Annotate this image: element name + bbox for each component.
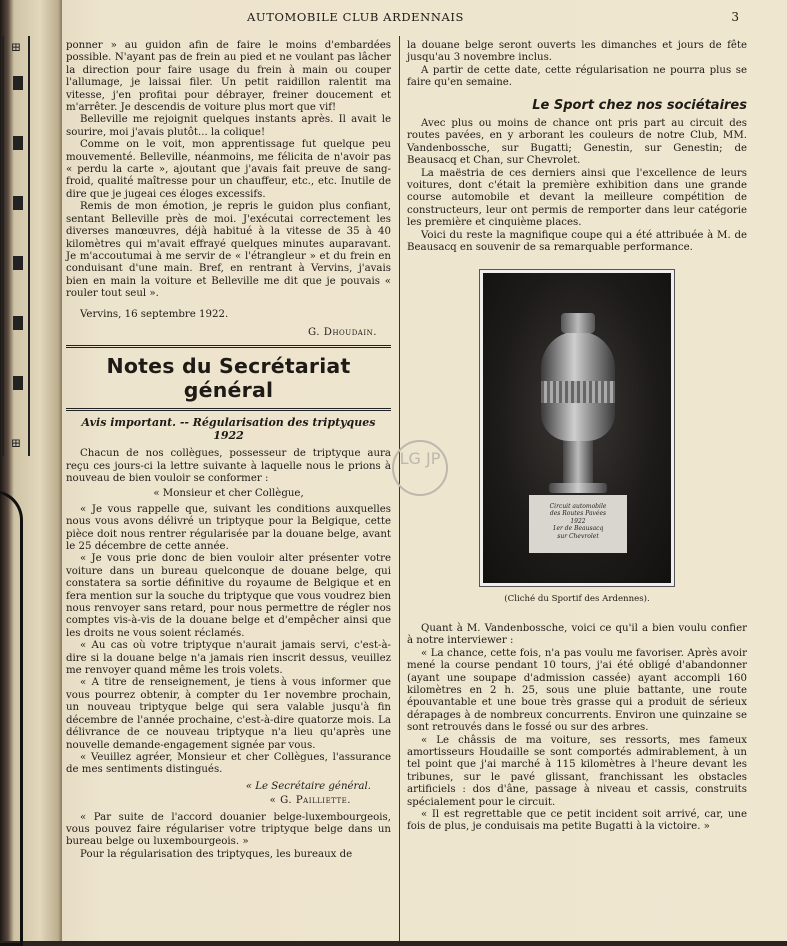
square-ornament-icon bbox=[13, 136, 23, 150]
letter-salutation: « Monsieur et cher Collègue, bbox=[153, 488, 304, 500]
left-column bbox=[66, 40, 391, 861]
sport-section-title: Le Sport chez nos sociétaires bbox=[532, 97, 747, 113]
column-divider bbox=[399, 36, 400, 941]
article-paragraph: Pour la régularisation des triptyques, les bureaux de bbox=[80, 848, 353, 860]
plaque-line: Circuit automobile bbox=[549, 502, 607, 510]
notice-subtitle: Avis important. -- Régularisation des triptyques 1922 bbox=[81, 416, 376, 442]
interview-paragraph: « Le châssis de ma voiture, ses ressorts, mes fameux amortisseurs Houdaille se sont comportés admirablement, à un tel point que j'ai marché à 115 kilomètres à l'heure devant les tribunes, sur le pavé glissant, franchissant les obstacles artificiels : dos d'âne, passage à niveau et cassis, construits spécialement pour le circuit. bbox=[407, 734, 747, 808]
grid-ornament-icon: ⊞ bbox=[10, 40, 22, 54]
trophy-base bbox=[549, 483, 607, 493]
square-ornament-icon bbox=[13, 376, 23, 390]
decorative-arc bbox=[0, 490, 23, 946]
article-paragraph: A partir de cette date, cette régularisation ne pourra plus se faire qu'en semaine. bbox=[407, 64, 747, 89]
signature-role: « Le Secrétaire général. bbox=[245, 780, 371, 792]
square-ornament-icon bbox=[13, 256, 23, 270]
letter-paragraph: « Veuillez agréer, Monsieur et cher Collègues, l'assurance de mes sentiments distingués. bbox=[66, 751, 391, 776]
letter-paragraph: « A titre de renseignement, je tiens à vous informer que vous pourrez obtenir, à compter du 1er novembre prochain, un nouveau triptyque belge qui sera valable jusqu'à fin décembre de l'année prochaine, c'est-à-dire quatorze mois. La délivrance de ce nouveau triptyque n'a lieu qu'après une nouvelle demande-engagement signée par vous. bbox=[66, 677, 391, 751]
article-paragraph: Voici du reste la magnifique coupe qui a été attribuée à M. de Beausacq en souvenir de sa remarquable performance. bbox=[407, 229, 747, 254]
article-paragraph: Comme on le voit, mon apprentissage fut quelque peu mouvementé. Belleville, néanmoins, me félicita de n'avoir pas « perdu la carte », ajoutant que j'avais fait preuve de sang-froid, qualité maîtresse pour un chauffeur, etc., etc. Inutile de dire que je jugeai ces éloges excessifs. bbox=[66, 139, 391, 200]
article-paragraph: Avec plus ou moins de chance ont pris part au circuit des routes pavées, en y arborant les couleurs de notre Club, MM. Vandenbossche, sur Bugatti; Genestin, sur Genestin; de Beausacq et Chan, sur Chevrolet. bbox=[407, 118, 747, 167]
square-ornament-icon bbox=[13, 316, 23, 330]
section-rule bbox=[66, 408, 391, 411]
plaque-line: 1922 bbox=[570, 517, 586, 525]
letter-paragraph: « Au cas où votre triptyque n'aurait jamais servi, c'est-à-dire si la douane belge n'a jamais rien inscrit dessus, veuillez me renvoyer quand même les trois volets. bbox=[66, 640, 391, 677]
trophy-foot bbox=[563, 441, 593, 485]
journal-page bbox=[62, 0, 787, 941]
plaque-line: des Routes Pavées bbox=[549, 510, 607, 517]
page-number: 3 bbox=[731, 10, 739, 24]
letter-paragraph: « Par suite de l'accord douanier belge-luxembourgeois, vous pouvez faire régulariser votre triptyque belge dans un bureau belge ou luxembourgeois. » bbox=[66, 811, 391, 848]
section-rule bbox=[66, 345, 391, 348]
art-deco-border bbox=[2, 36, 30, 456]
section-title: Notes du Secrétariat général bbox=[106, 354, 351, 403]
photo-caption: (Cliché du Sportif des Ardennes). bbox=[504, 593, 650, 604]
article-paragraph: Remis de mon émotion, je repris le guidon plus confiant, sentant Belleville près de moi. J'exécutai correctement les diverses manœuvres, déjà habitué à la vitesse de 35 à 40 kilomètres qui m'avait effrayé quelques minutes auparavant. Je m'accoutumai à me servir de « l'étrangleur » et du frein en conduisant d'une main. Bref, en rentrant à Vervins, j'avais bien en main la voiture et Belleville me dit que je pouvais « rouler tout seul ». bbox=[66, 201, 391, 300]
dateline: Vervins, 16 septembre 1922. bbox=[80, 308, 229, 320]
square-ornament-icon bbox=[13, 76, 23, 90]
letter-signature bbox=[66, 781, 391, 808]
article-paragraph: Belleville me rejoignit quelques instants après. Il avait le sourire, moi j'avais plutôt... la colique! bbox=[66, 114, 391, 138]
article-paragraph: Quant à M. Vandenbossche, voici ce qu'il a bien voulu confier à notre interviewer : bbox=[407, 622, 747, 647]
article-paragraph: la douane belge seront ouverts les dimanches et jours de fête jusqu'au 3 novembre inclus. bbox=[407, 40, 747, 64]
trophy-photo bbox=[483, 273, 671, 583]
watermark-logo: LG JP bbox=[392, 440, 448, 496]
letter-paragraph: « Je vous prie donc de bien vouloir alter présenter votre voiture dans un bureau quelconque de douane belge, qui constatera sa sortie définitive du royaume de Belgique et en fera mention sur la souche du triptyque que vous voudrez bien nous renvoyer sans retard, pour nous permettre de régler nos comptes vis-à-vis de la douane belge et d'empêcher ainsi que les droits ne vous soient réclamés. bbox=[66, 553, 391, 639]
letter-paragraph: « Je vous rappelle que, suivant les conditions auxquelles nous vous avons délivré un triptyque pour la Belgique, cette pièce doit nous rentrer régularisée par la douane belge, avant le 25 décembre de cette année. bbox=[66, 503, 391, 552]
trophy-photo-frame bbox=[479, 269, 675, 587]
interview-paragraph: « Il est regrettable que ce petit incident soit arrivé, car, une fois de plus, je conduisais ma petite Bugatti à la victoire. » bbox=[407, 809, 747, 833]
plaque-line: 1er de Beausacq bbox=[552, 525, 604, 532]
right-column bbox=[407, 40, 747, 834]
header-title: AUTOMOBILE CLUB ARDENNAIS bbox=[247, 10, 465, 24]
trophy-neck bbox=[561, 313, 595, 333]
trophy-plaque bbox=[535, 503, 621, 541]
grid-ornament-icon: ⊞ bbox=[10, 436, 22, 450]
plaque-line: sur Chevrolet bbox=[557, 532, 599, 540]
notice-paragraph: Chacun de nos collègues, possesseur de triptyque aura reçu ces jours-ci la lettre suivante à laquelle nous le prions à nouveau de bien vouloir se conformer : bbox=[66, 448, 391, 484]
signature-name: « G. Pailliette. bbox=[269, 795, 351, 807]
article-paragraph: La maëstria de ces derniers ainsi que l'excellence de leurs voitures, dont c'était la première exhibition dans une grande course automobile et devant la meilleure compétition de constructeurs, leur ont permis de remporter dans leur catégorie les première et cinquième places. bbox=[407, 167, 747, 229]
trophy-band bbox=[541, 381, 615, 403]
interview-paragraph: « La chance, cette fois, n'a pas voulu me favoriser. Après avoir mené la course pendant 10 tours, j'ai été obligé d'abandonner (ayant une soupape d'admission cassée) ayant accompli 160 kilomètres en 2 h. 25, sous une pluie battante, une route épouvantable et une boue très grasse qui a produit de sérieux dérapages à de nombreux concurrents. Environ une quinzaine se sont retrouvés dans le fossé ou sur des arbres. bbox=[407, 647, 747, 734]
square-ornament-icon bbox=[13, 196, 23, 210]
author-signature: G. Dhoudain. bbox=[308, 326, 377, 338]
trophy-plinth bbox=[529, 495, 627, 553]
running-header bbox=[62, 10, 787, 30]
article-paragraph: ponner » au guidon afin de faire le moins d'embardées possible. N'ayant pas de frein au pied et ne voulant pas lâcher la direction pour faire usage du frein à main ou couper l'allumage, je laissai filer. Un petit raidillon ralentit ma vitesse, j'en profitai pour débrayer, freiner doucement et m'arrêter. Je descendis de voiture plus mort que vif! bbox=[66, 40, 391, 114]
book-binding bbox=[0, 0, 62, 941]
